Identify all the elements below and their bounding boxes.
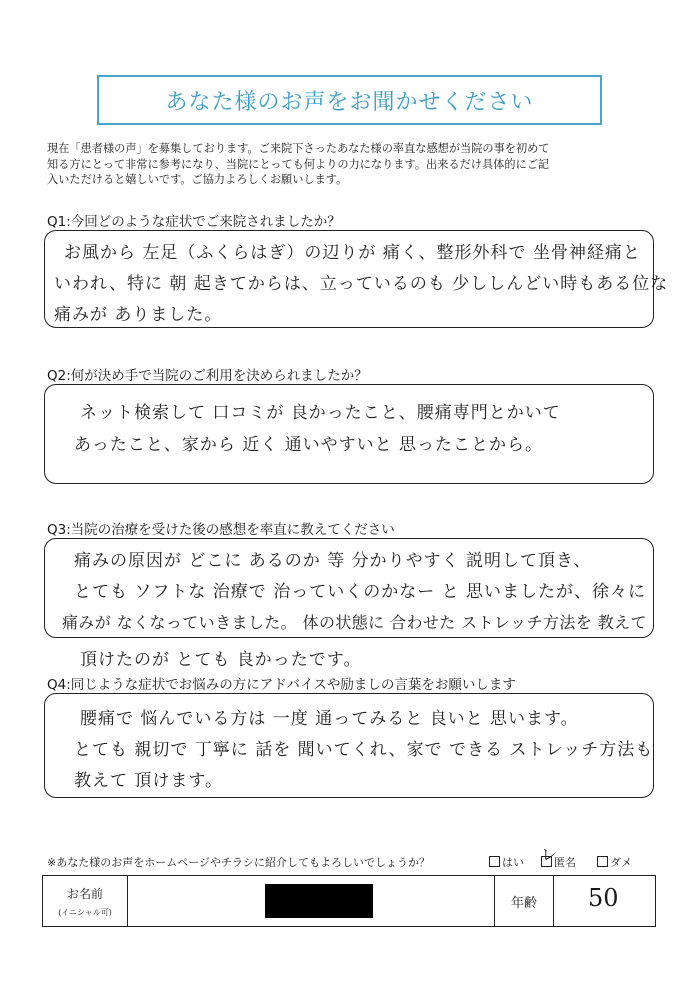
- answer-2-line: ネット検索して 口コミが 良かったこと、腰痛専門とかいて: [80, 403, 561, 423]
- answer-4-line: 教えて 頂けます。: [74, 771, 224, 791]
- question-2-label: Q2:何が決め手で当院のご利用を決められましたか？: [47, 368, 368, 384]
- consent-option-label: はい: [502, 856, 524, 869]
- consent-option-label: 匿名: [554, 856, 576, 869]
- intro-text: [47, 141, 667, 188]
- check-mark-icon: レ: [541, 845, 558, 864]
- answer-1-line: 痛みが ありました。: [54, 305, 223, 325]
- age-label: 年齢: [495, 876, 554, 927]
- name-label-cell: [43, 876, 128, 927]
- consent-option-label: ダメ: [610, 856, 632, 869]
- form-title-box: [97, 75, 602, 125]
- answer-4-line: 腰痛で 悩んでいる方は 一度 通ってみると 良いと 思います。: [80, 709, 579, 729]
- answer-1-line: お風から 左足（ふくらはぎ）の辺りが 痛く、整形外科で 坐骨神経痛と: [64, 243, 641, 263]
- name-sub-label: (イニシャル可): [58, 907, 112, 917]
- intro-line: 現在「患者様の声」を募集しております。ご来院下さったあなた様の率直な感想が当院の事を初めて: [47, 142, 550, 155]
- consent-question: ※あなた様のお声をホームページやチラシに紹介してもよろしいでしょうか？: [47, 856, 430, 869]
- name-label: お名前: [66, 886, 103, 901]
- answer-3-line: とても ソフトな 治療で 治っていくのかなー と 思いましたが、徐々に: [74, 582, 647, 602]
- intro-line: 知る方にとって非常に参考になり、当院にとっても何よりの力になります。出来るだけ具体的にご記: [47, 157, 550, 171]
- answer-2-line: あったこと、家から 近く 通いやすいと 思ったことから。: [74, 435, 544, 455]
- form-title: あなた様のお声をお聞かせください: [165, 89, 534, 115]
- checkbox-icon[interactable]: [597, 856, 608, 867]
- answer-1-line: いわれ、特に 朝 起きてからは、立っているのも 少ししんどい時もある位な: [54, 274, 669, 294]
- age-value: 50: [588, 884, 619, 912]
- question-1-label: Q1:今回どのような症状でご来院されましたか？: [47, 214, 341, 230]
- question-3-label: Q3:当院の治療を受けた後の感想を率直に教えてください: [47, 522, 395, 538]
- redacted-name-block: [265, 884, 373, 918]
- intro-line: 入いただけると嬉しいです。ご協力よろしくお願いします。: [47, 173, 348, 186]
- consent-option-yes[interactable]: [489, 854, 524, 870]
- question-4-label: Q4:同じような症状でお悩みの方にアドバイスや励ましの言葉をお願いします: [47, 677, 516, 693]
- answer-4-line: とても 親切で 丁寧に 話を 聞いてくれ、家で できる ストレッチ方法も: [74, 740, 654, 760]
- consent-option-no[interactable]: [597, 854, 632, 870]
- answer-3-line: 頂けたのが とても 良かったです。: [80, 650, 362, 670]
- checkbox-icon[interactable]: [489, 856, 500, 867]
- answer-3-line: 痛みが なくなっていきました。 体の状態に 合わせた ストレッチ方法を 教えて: [62, 613, 647, 632]
- answer-3-line: 痛みの原因が どこに あるのか 等 分かりやすく 説明して頂き、: [74, 551, 592, 571]
